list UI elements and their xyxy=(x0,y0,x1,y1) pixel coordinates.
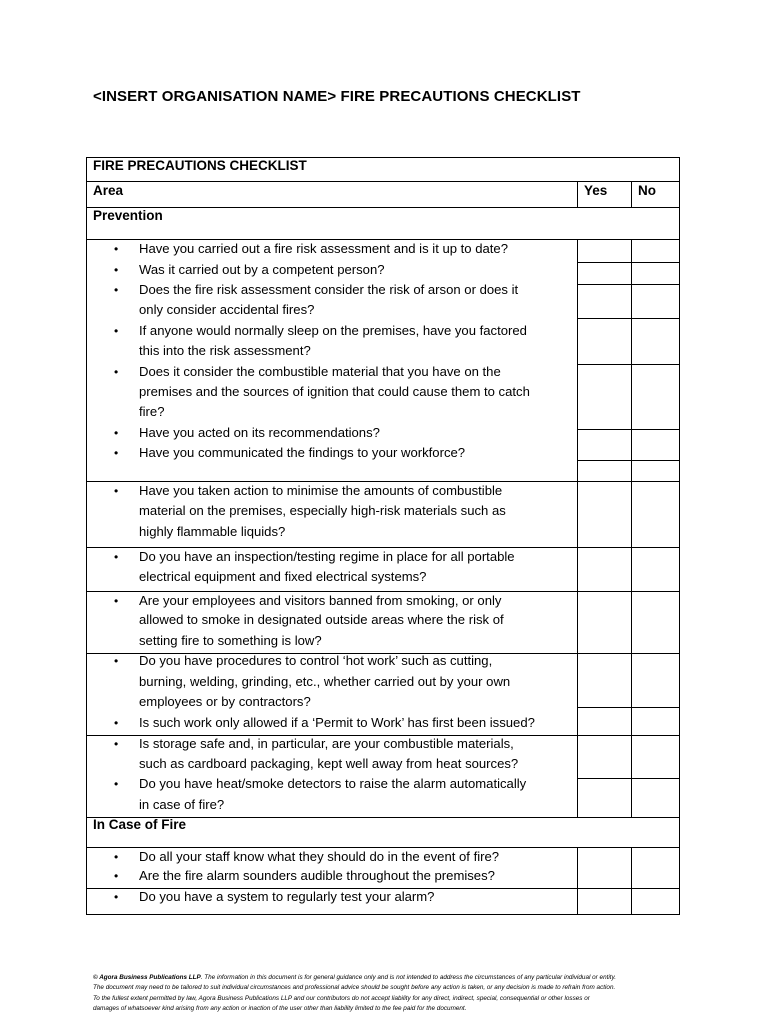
answer-row-divider xyxy=(577,284,680,285)
disclaimer-footer xyxy=(93,973,681,1015)
table-border-left xyxy=(86,157,87,915)
column-divider xyxy=(631,847,632,888)
table-border-right xyxy=(679,157,680,915)
bullet: • xyxy=(114,263,119,277)
column-divider xyxy=(631,653,632,735)
checklist-question-continued: premises and the sources of ignition that could cause them to catch xyxy=(139,384,530,399)
checklist-question: Do you have heat/smoke detectors to raise the alarm automatically xyxy=(139,776,527,791)
answer-row-divider xyxy=(577,318,680,319)
disclaimer-text: . The information in this document is for general guidance only and is not intended to address the circumstances of any particular individual or entity. xyxy=(200,974,617,981)
bullet: • xyxy=(114,446,119,460)
bullet: • xyxy=(114,365,119,379)
section-heading-prevention: Prevention xyxy=(93,208,163,223)
bullet: • xyxy=(114,550,119,564)
copyright-notice: © Agora Business Publications LLP xyxy=(93,974,201,981)
checklist-question-continued: only consider accidental fires? xyxy=(139,302,315,317)
checklist-question: Does it consider the combustible material that you have on the xyxy=(139,364,501,379)
checklist-question-continued: setting fire to something is low? xyxy=(139,633,322,648)
bullet: • xyxy=(114,484,119,498)
column-header-yes: Yes xyxy=(584,183,608,198)
checklist-question: Was it carried out by a competent person? xyxy=(139,262,385,277)
checklist-question: Are the fire alarm sounders audible throughout the premises? xyxy=(139,868,495,883)
answer-row-divider xyxy=(577,778,680,779)
checklist-question-continued: electrical equipment and fixed electrical systems? xyxy=(139,569,427,584)
bullet: • xyxy=(114,737,119,751)
column-divider xyxy=(631,591,632,653)
checklist-question: Do all your staff know what they should do in the event of fire? xyxy=(139,849,500,864)
bullet: • xyxy=(114,890,119,904)
disclaimer-line: damages of whatsoever kind arising from any action or inaction of the user other than liability limited to the fee paid for the document. xyxy=(93,1005,467,1013)
column-divider xyxy=(631,547,632,591)
column-divider xyxy=(631,888,632,914)
column-divider xyxy=(577,591,578,653)
checklist-question-continued: burning, welding, grinding, etc., whether carried out by your own xyxy=(139,674,511,689)
bullet: • xyxy=(114,654,119,668)
checklist-question: Have you acted on its recommendations? xyxy=(139,425,380,440)
checklist-question-continued: material on the premises, especially high-risk materials such as xyxy=(139,503,506,518)
disclaimer-line: The document may need to be tailored to suit individual circumstances and professional advice should be sought before any action is taken, or any decision is made to refrain from action. xyxy=(93,984,616,992)
section-heading-in-case-of-fire: In Case of Fire xyxy=(93,817,187,832)
bullet: • xyxy=(114,869,119,883)
checklist-question-continued: such as cardboard packaging, kept well away from heat sources? xyxy=(139,756,519,771)
bullet: • xyxy=(114,777,119,791)
answer-row-divider xyxy=(577,460,680,461)
table-border-bottom xyxy=(86,914,680,915)
checklist-question-continued: this into the risk assessment? xyxy=(139,343,311,358)
column-divider xyxy=(631,181,632,207)
disclaimer-line: To the fullest extent permitted by law, Agora Business Publications LLP and our contributors do not accept liability for any direct, indirect, special, consequential or other losses or xyxy=(93,994,590,1002)
column-divider xyxy=(577,481,578,547)
column-divider xyxy=(631,239,632,481)
answer-row-divider xyxy=(577,707,680,708)
checklist-question: Have you communicated the findings to your workforce? xyxy=(139,445,466,460)
checklist-question: Are your employees and visitors banned from smoking, or only xyxy=(139,593,502,608)
checklist-table xyxy=(86,157,680,915)
checklist-question: Have you carried out a fire risk assessment and is it up to date? xyxy=(139,241,508,256)
checklist-question: Do you have an inspection/testing regime in place for all portable xyxy=(139,549,515,564)
column-divider xyxy=(577,653,578,735)
checklist-question-continued: in case of fire? xyxy=(139,797,225,812)
answer-row-divider xyxy=(577,429,680,430)
bullet: • xyxy=(114,850,119,864)
column-divider xyxy=(577,181,578,207)
column-divider xyxy=(577,735,578,817)
bullet: • xyxy=(114,242,119,256)
bullet: • xyxy=(114,716,119,730)
bullet: • xyxy=(114,426,119,440)
document-title: <INSERT ORGANISATION NAME> FIRE PRECAUTIONS CHECKLIST xyxy=(93,88,581,105)
checklist-question: Is such work only allowed if a ‘Permit to Work’ has first been issued? xyxy=(139,715,535,730)
checklist-question: If anyone would normally sleep on the premises, have you factored xyxy=(139,323,527,338)
checklist-question: Have you taken action to minimise the amounts of combustible xyxy=(139,483,503,498)
answer-row-divider xyxy=(577,262,680,263)
answer-row-divider xyxy=(577,364,680,365)
checklist-question-continued: fire? xyxy=(139,404,165,419)
column-divider xyxy=(577,239,578,481)
checklist-question-continued: employees or by contractors? xyxy=(139,694,311,709)
column-divider xyxy=(577,547,578,591)
column-header-no: No xyxy=(638,183,656,198)
checklist-question-continued: highly flammable liquids? xyxy=(139,524,286,539)
bullet: • xyxy=(114,594,119,608)
row-divider xyxy=(86,181,680,182)
table-caption: FIRE PRECAUTIONS CHECKLIST xyxy=(93,158,307,173)
checklist-question: Does the fire risk assessment consider the risk of arson or does it xyxy=(139,282,519,297)
checklist-question-continued: allowed to smoke in designated outside areas where the risk of xyxy=(139,612,504,627)
column-divider xyxy=(631,735,632,817)
bullet: • xyxy=(114,324,119,338)
checklist-question: Is storage safe and, in particular, are your combustible materials, xyxy=(139,736,514,751)
checklist-question: Do you have a system to regularly test your alarm? xyxy=(139,889,435,904)
bullet: • xyxy=(114,283,119,297)
checklist-question: Do you have procedures to control ‘hot work’ such as cutting, xyxy=(139,653,493,668)
disclaimer-line xyxy=(93,973,681,983)
column-header-area: Area xyxy=(93,183,124,198)
row-divider xyxy=(86,207,680,208)
column-divider xyxy=(577,847,578,888)
column-divider xyxy=(631,481,632,547)
column-divider xyxy=(577,888,578,914)
